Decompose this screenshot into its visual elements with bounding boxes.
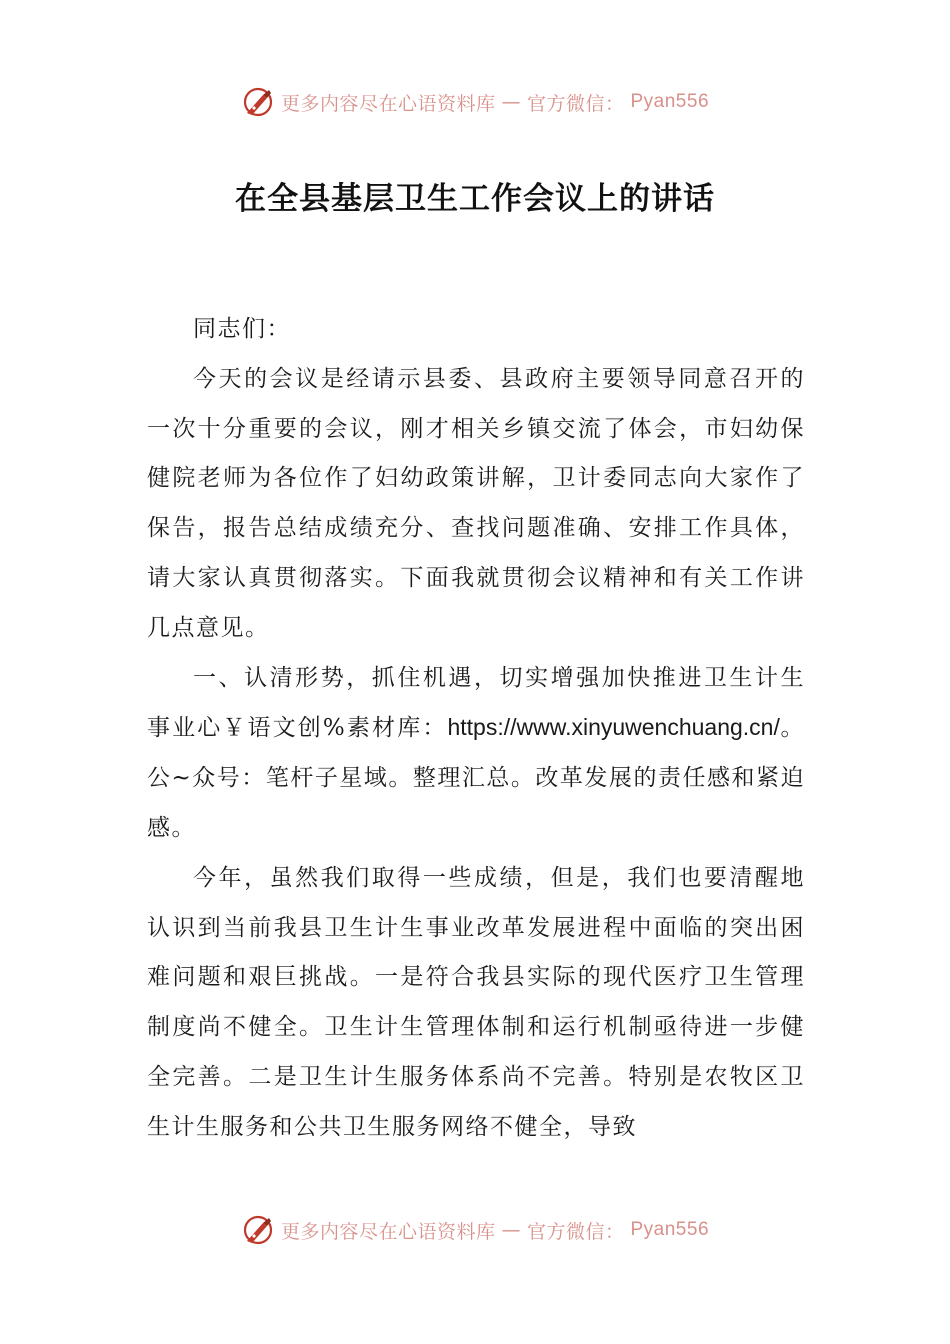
pen-nib-circle-icon [241,1213,275,1247]
watermark-wechat-id: Pyan556 [630,1219,710,1240]
document-body [147,305,805,1153]
watermark-brand: 更多内容尽在心语资料库 [280,92,496,115]
watermark-wechat-label: 官方微信： [526,1220,625,1243]
watermark-banner-top [0,82,950,122]
source-url-text: https://www.xinyuwenchuang.cn/ [447,714,780,741]
body-paragraph-3: 今年，虽然我们取得一些成绩，但是，我们也要清醒地认识到当前我县卫生计生事业改革发展进程中面临的突出困难问题和艰巨挑战。一是符合我县实际的现代医疗卫生管理制度尚不健全。卫生计生管理体制和运行机制亟待进一步健全完善。二是卫生计生服务体系尚不完善。特别是农牧区卫生计生服务和公共卫生服务网络不健全，导致 [147,864,805,1140]
watermark-separator: — [501,91,521,113]
watermark-separator: — [501,1219,521,1241]
paragraph-2-text-a: 一、认清形势，抓住机遇，切实增强加快推进卫生计生事业心￥语文创%素材库： [147,664,805,742]
body-paragraph-1: 今天的会议是经请示县委、县政府主要领导同意召开的一次十分重要的会议，刚才相关乡镇交流了体会，市妇幼保健院老师为各位作了妇幼政策讲解，卫计委同志向大家作了保告，报告总结成绩充分、查找问题准确、安排工作具体，请大家认真贯彻落实。下面我就贯彻会议精神和有关工作讲几点意见。 [147,365,805,641]
body-paragraph-2 [147,654,805,854]
document-title: 在全县基层卫生工作会议上的讲话 [235,181,715,217]
paragraph-2-text-b: 。公~众号：笔杆子星域。整理汇总。改革发展的责任感和紧迫感。 [147,715,806,841]
watermark-wechat-id: Pyan556 [630,91,710,112]
salutation-paragraph: 同志们： [193,316,291,342]
watermark-brand: 更多内容尽在心语资料库 [280,1220,496,1243]
pen-nib-circle-icon [241,85,275,119]
watermark-wechat-label: 官方微信： [526,92,625,115]
watermark-banner-bottom [0,1210,950,1250]
